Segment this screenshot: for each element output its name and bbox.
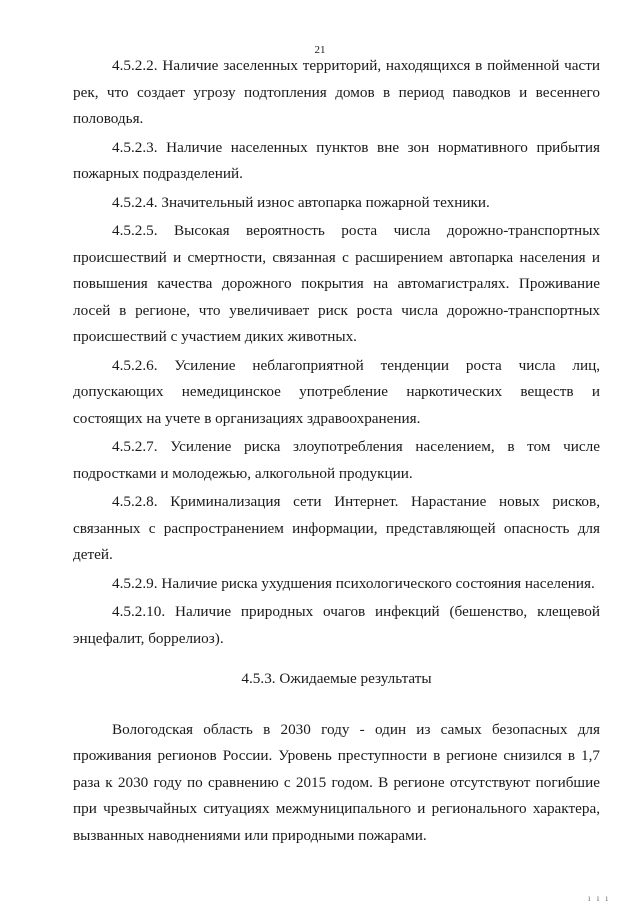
results-paragraph: Вологодская область в 2030 году - один из самых безопасных для проживания регионов России. Уровень преступности в регионе снизился в 1,7 раза к 2030 году по сравнению с 2015 годом. В регионе отсутствуют погибшие при чрезвычайных ситуациях межмуниципального и регионального характера, вызванных наводнениями или природными пожарами.	[73, 720, 600, 844]
list-item-4-5-2-10: 4.5.2.10. Наличие природных очагов инфекций (бешенство, клещевой энцефалит, боррелиоз).	[73, 603, 600, 647]
list-item-4-5-2-2: 4.5.2.2. Наличие заселенных территорий, находящихся в пойменной части рек, что создает угрозу подтопления домов в период паводков и весеннего половодья.	[73, 57, 600, 127]
list-item-4-5-2-9: 4.5.2.9. Наличие риска ухудшения психологического состояния населения.	[112, 574, 595, 592]
page-number: 21	[314, 44, 326, 56]
list-item-4-5-2-3: 4.5.2.3. Наличие населенных пунктов вне зон нормативного прибытия пожарных подразделений.	[73, 138, 600, 182]
section-heading: 4.5.3. Ожидаемые результаты	[241, 670, 432, 687]
document-body	[73, 53, 600, 849]
list-item-4-5-2-7: 4.5.2.7. Усиление риска злоупотребления населением, в том числе подростками и молодежью, алкогольной продукции.	[73, 438, 600, 482]
list-item-4-5-2-4: 4.5.2.4. Значительный износ автопарка пожарной техники.	[112, 193, 490, 211]
list-item-4-5-2-5: 4.5.2.5. Высокая вероятность роста числа дорожно-транспортных происшествий и смертности, связанная с расширением автопарка населения и повышения качества дорожного покрытия на автомагистралях. Проживание лосей в регионе, что увеличивает риск роста числа дорожно-транспортных происшествий с участием диких животных.	[73, 222, 600, 345]
list-item-4-5-2-8: 4.5.2.8. Криминализация сети Интернет. Нарастание новых рисков, связанных с распространением информации, представляющей опасность для детей.	[73, 493, 600, 563]
scan-corner-mark: ı ı ı	[587, 893, 610, 903]
list-item-4-5-2-6: 4.5.2.6. Усиление неблагоприятной тенденции роста числа лиц, допускающих немедицинское употребление наркотических веществ и состоящих на учете в организациях здравоохранения.	[73, 356, 600, 427]
